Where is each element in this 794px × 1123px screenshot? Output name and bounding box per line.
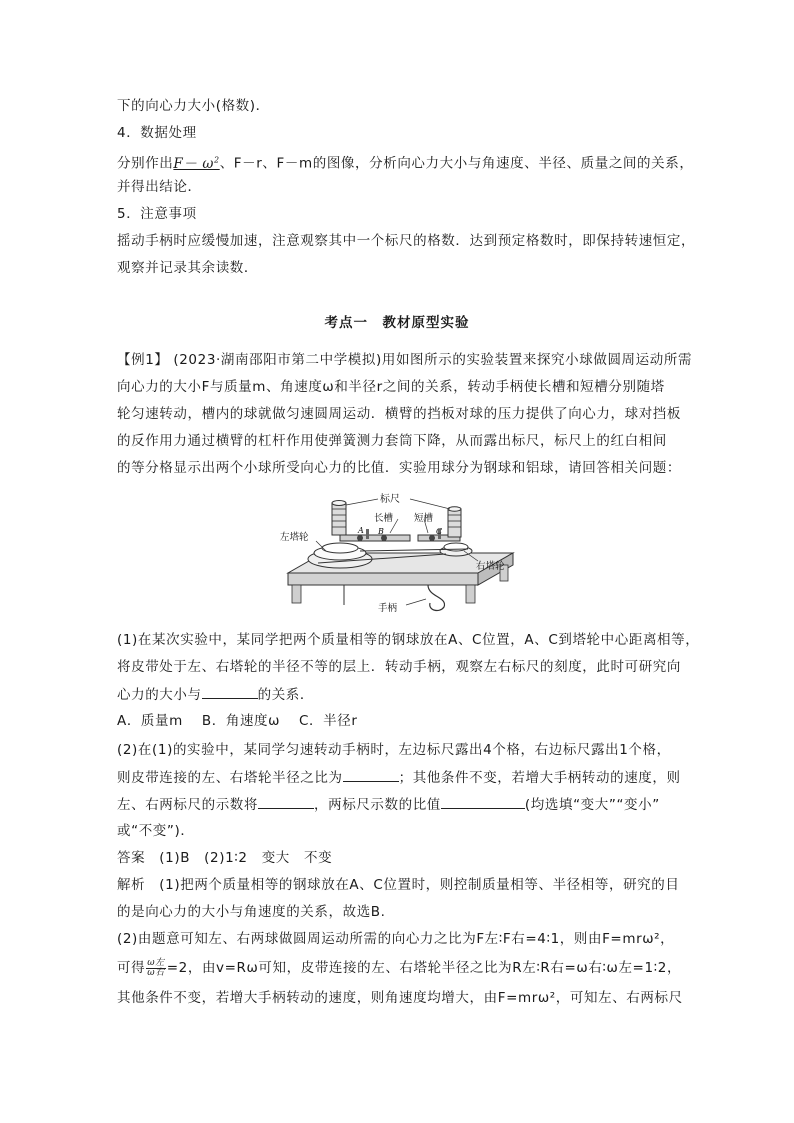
- answer-blank: [202, 684, 258, 699]
- text-line: 分别作出$F- \omega^2$、F－r、F－m的图像，分析向心力大小与角速度、半径、质量之间的关系，: [117, 155, 694, 172]
- figure-label-left-tower: 左塔轮: [280, 532, 309, 543]
- question-1-line: (1)在某次实验中，某同学把两个质量相等的钢球放在A、C位置，A、C到塔轮中心距离相等，: [117, 632, 700, 648]
- answer-blank: [258, 794, 314, 809]
- figure-label-long-groove: 长槽: [374, 513, 394, 524]
- section-5-heading: 5．注意事项: [117, 206, 197, 222]
- centripetal-apparatus-figure: [278, 493, 518, 623]
- example-line: 的反作用力通过横臂的杠杆作用使弹簧测力套筒下降，从而露出标尺，标尺上的红白相间: [117, 433, 667, 449]
- question-1-options: A．质量m B．角速度ω C．半径r: [117, 713, 358, 729]
- figure-label-short-groove: 短槽: [414, 513, 434, 524]
- section-title: 考点一 教材原型实验: [324, 315, 470, 331]
- figure-label-a: A: [358, 526, 364, 535]
- answer-line: 答案 (1)B (2)1∶2 变大 不变: [117, 850, 333, 866]
- analysis-line: 解析 (1)把两个质量相等的钢球放在A、C位置时，则控制质量相等、半径相等，研究的目: [117, 877, 680, 893]
- analysis-line: (2)由题意可知左、右两球做圆周运动所需的向心力之比为F左∶F右=4∶1，则由F=mrω²，: [117, 931, 675, 947]
- text-line: 观察并记录其余读数．: [117, 260, 258, 276]
- question-2-line: 或“不变”)．: [117, 823, 195, 839]
- example-line: 向心力的大小F与质量m、角速度ω和半径r之间的关系，转动手柄使长槽和短槽分别随塔: [117, 379, 665, 395]
- text-line: 下的向心力大小(格数)．: [117, 98, 270, 114]
- text-line: 并得出结论．: [117, 179, 202, 195]
- example-line: 【例1】 (2023·湖南邵阳市第二中学模拟)用如图所示的实验装置来探究小球做圆周运动所需: [117, 352, 693, 368]
- example-line: 的等分格显示出两个小球所受向心力的比值．实验用球分为钢球和铝球，请回答相关问题：: [117, 460, 681, 476]
- answer-blank: [343, 767, 399, 782]
- omega-ratio-fraction: $\frac{\text{ω左}}{\text{ω右}}$: [147, 957, 165, 978]
- question-2-line: (2)在(1)的实验中，某同学匀速转动手柄时，左边标尺露出4个格，右边标尺露出1个格，: [117, 742, 671, 758]
- analysis-line: 其他条件不变，若增大手柄转动的速度，则角速度均增大，由F=mrω²，可知左、右两标尺: [117, 990, 683, 1006]
- f-omega-squared: $F- \omega^2$: [173, 155, 220, 172]
- analysis-line: 可得 $\frac{\text{ω左}}{\text{ω右}}$ =2，由v=Rω可知，皮带连接的左、右塔轮半径之比为R左∶R右=ω右∶ω左=1∶2，: [117, 957, 682, 978]
- text-line: 摇动手柄时应缓慢加速，注意观察其中一个标尺的格数．达到预定格数时，即保持转速恒定，: [117, 233, 696, 249]
- question-1-line: 将皮带处于左、右塔轮的半径不等的层上．转动手柄，观察左右标尺的刻度，此时可研究向: [117, 659, 681, 675]
- section-4-heading: 4．数据处理: [117, 125, 197, 141]
- question-2-line: 左、右两标尺的示数将 ，两标尺示数的比值 (均选填“变大”“变小”: [117, 794, 660, 815]
- figure-label-right-tower: 右塔轮: [476, 561, 505, 572]
- question-2-line: 则皮带连接的左、右塔轮半径之比为 ；其他条件不变，若增大手柄转动的速度，则: [117, 767, 681, 788]
- question-1-line: 心力的大小与 的关系．: [117, 684, 314, 705]
- answer-blank: [441, 794, 525, 809]
- analysis-line: 的是向心力的大小与角速度的关系，故选B.: [117, 904, 386, 920]
- figure-label-c: C: [436, 527, 443, 536]
- figure-label-ruler: 标尺: [380, 494, 400, 505]
- figure-label-b: B: [378, 527, 384, 536]
- example-line: 轮匀速转动，槽内的球就做匀速圆周运动．横臂的挡板对球的压力提供了向心力，球对挡板: [117, 406, 681, 422]
- figure-label-handle: 手柄: [378, 603, 398, 614]
